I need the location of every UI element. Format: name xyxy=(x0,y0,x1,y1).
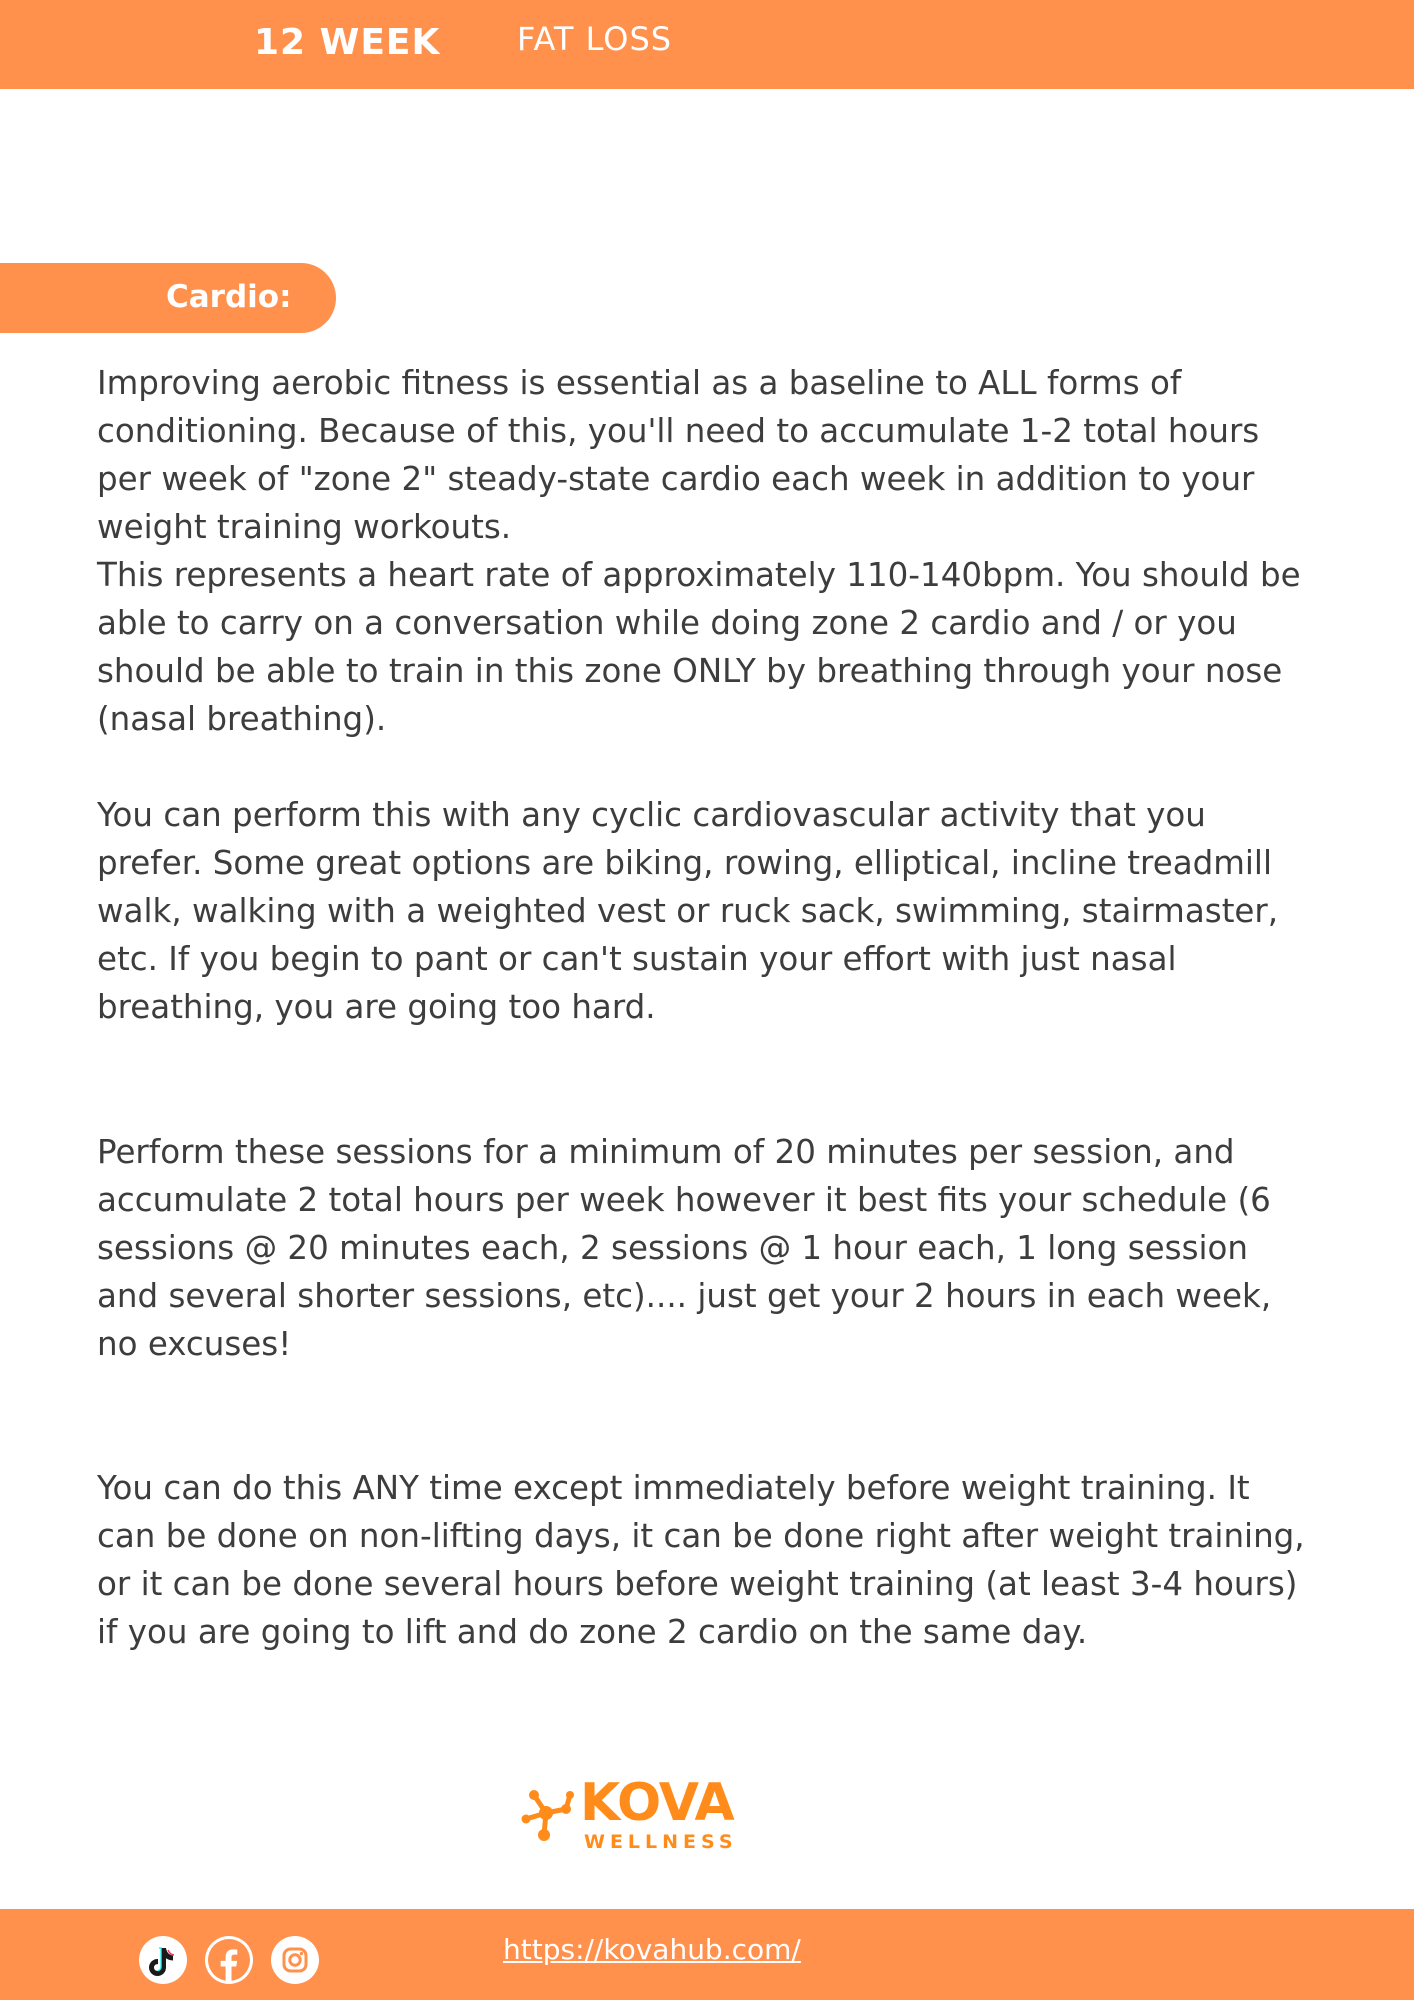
section-heading-pill xyxy=(0,263,336,333)
paragraph-intro xyxy=(97,359,1317,743)
instagram-icon[interactable] xyxy=(271,1936,319,1984)
footer-bar xyxy=(0,1909,1414,2000)
logo-name: KOVA xyxy=(580,1773,734,1833)
facebook-icon[interactable] xyxy=(205,1936,253,1984)
website-link[interactable]: https://kovahub.com/ xyxy=(503,1933,801,1966)
header-subtitle: FAT LOSS xyxy=(517,20,673,58)
logo-subtitle: WELLNESS xyxy=(584,1831,738,1853)
paragraph-timing: You can do this ANY time except immediately before weight training. It can be done on non-lifting days, it can be done right after weight training, or it can be done several hours before weight training (at least 3-4 hours) if you are going to lift and do zone 2 cardio on the same day. xyxy=(97,1469,1305,1651)
paragraph-intro-sentence-1: Improving aerobic fitness is essential as a baseline to ALL forms of conditioning. Because of this, you'll need to accumulate 1-2 total hours per week of "zone 2" steady-state cardio each week in addition to your weight training workouts. xyxy=(97,364,1260,546)
header-bar xyxy=(0,0,1414,89)
tiktok-icon[interactable] xyxy=(139,1936,187,1984)
molecule-icon xyxy=(516,1783,578,1845)
kova-wellness-logo xyxy=(516,1775,746,1855)
paragraph-intro-sentence-2: This represents a heart rate of approximately 110-140bpm. You should be able to carry on a conversation while doing zone 2 cardio and / or you should be able to train in this zone ONLY by breathing through your nose (nasal breathing). xyxy=(97,556,1301,738)
paragraph-activities: You can perform this with any cyclic cardiovascular activity that you prefer. Some great options are biking, rowing, elliptical, incline treadmill walk, walking with a weighted vest or ruck sack, swimming, stairmaster, etc. If you begin to pant or can't sustain your effort with just nasal breathing, you are going too hard. xyxy=(97,796,1279,1026)
section-heading-label: Cardio: xyxy=(166,279,292,315)
header-title: 12 WEEK xyxy=(254,22,441,63)
paragraph-sessions: Perform these sessions for a minimum of 20 minutes per session, and accumulate 2 total hours per week however it best fits your schedule (6 sessions @ 20 minutes each, 2 sessions @ 1 hour each, 1 long session and several shorter sessions, etc).... just get your 2 hours in each week, no excuses! xyxy=(97,1133,1272,1363)
